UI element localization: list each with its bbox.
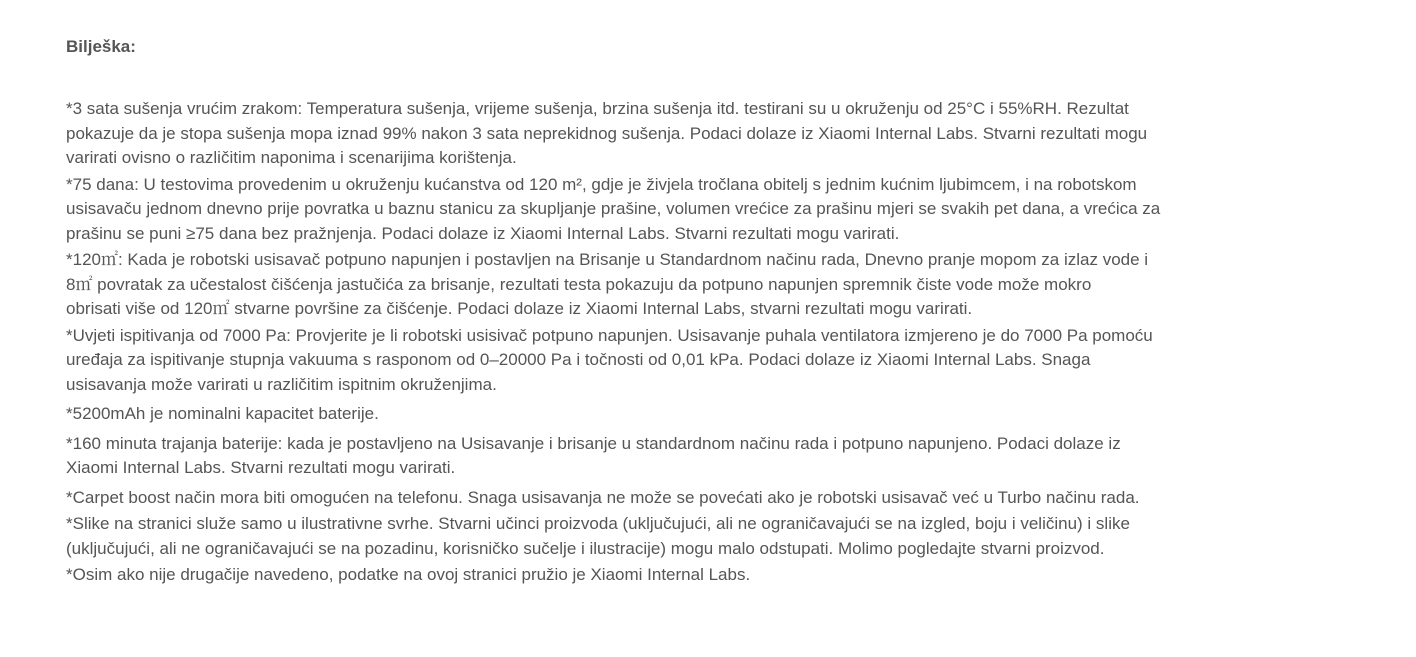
note-item-battery-life: *160 minuta trajanja baterije: kada je postavljeno na Usisavanje i brisanje u standardnom načinu rada i potpuno napunjeno. Podaci dolaze iz Xiaomi Internal Labs. Stvarni rezultati mogu varirati. [66,433,1121,477]
note-list [66,97,1346,588]
note-item-drying: *3 sata sušenja vrućim zrakom: Temperatura sušenja, vrijeme sušenja, brzina sušenja itd. testirani su u okruženju od 25°C i 55%RH. Rezultat pokazuje da je stopa sušenja mopa iznad 99% nakon 3 sata neprekidnog sušenja. Podaci dolaze iz Xiaomi Internal Labs. Stvarni rezultati mogu varirati ovisno o različitim naponima i scenarijima korištenja. [66,99,1148,167]
disclaimer-note [66,36,1346,590]
note-item-data-source: *Osim ako nije drugačije navedeno, podatke na ovoj stranici pružio je Xiaomi Internal Labs. [66,565,751,584]
note-item-75-days: *75 dana: U testovima provedenim u okruženju kućanstva od 120 m², gdje je živjela tročlana obitelj s jednim kućnim ljubimcem, i na robotskom usisavaču jednom dnevno prije povratka u baznu stanicu za skupljanje prašine, volumen vrećice za prašinu mjeri se svakih pet dana, a vrećica za prašinu se puni ≥75 dana bez pražnjenja. Podaci dolaze iz Xiaomi Internal Labs. Stvarni rezultati mogu varirati. [66,174,1161,243]
note-item-120-m2: *120㎡: Kada je robotski usisavač potpuno napunjen i postavljen na Brisanje u Standardnom načinu rada, Dnevno pranje mopom za izlaz vode i 8㎡ povratak za učestalost čišćenja jastučića za brisanje, rezultati testa pokazuju da potpuno napunjen spremnik čiste vode može mokro obrisati više od 120㎡ stvarne površine za čišćenje. Podaci dolaze iz Xiaomi Internal Labs, stvarni rezultati mogu varirati. [66,250,1149,318]
note-item-battery-capacity: *5200mAh je nominalni kapacitet baterije. [66,404,379,423]
note-item-carpet-boost: *Carpet boost način mora biti omogućen na telefonu. Snaga usisavanja ne može se povećati ako je robotski usisavač već u Turbo načinu rada. [66,487,1140,507]
note-item-images: *Slike na stranici služe samo u ilustrativne svrhe. Stvarni učinci proizvoda (uključujući, ali ne ograničavajući se na izgled, boju i veličinu) i slike (uključujući, ali ne ograničavajući se na pozadinu, korisničko sučelje i ilustracije) mogu malo odstupati. Molimo pogledajte stvarni proizvod. [66,514,1130,558]
note-item-7000-pa: *Uvjeti ispitivanja od 7000 Pa: Provjerite je li robotski usisivač potpuno napunjen. Usisavanje puhala ventilatora izmjereno je do 7000 Pa pomoću uređaja za ispitivanje stupnja vakuuma s rasponom od 0–20000 Pa i točnosti od 0,01 kPa. Podaci dolaze iz Xiaomi Internal Labs. Snaga usisavanja može varirati u različitim ispitnim okruženjima. [66,325,1153,394]
note-title: Bilješka: [66,37,136,56]
